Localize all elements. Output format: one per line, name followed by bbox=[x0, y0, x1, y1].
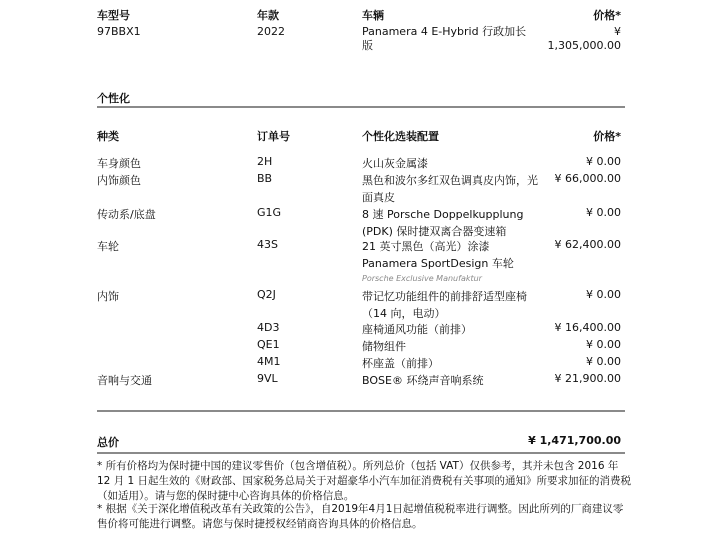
vehicle-currency: ¥ bbox=[614, 25, 621, 38]
total-value: ¥ 1,471,700.00 bbox=[528, 434, 621, 447]
row-category: 车轮 bbox=[97, 240, 119, 253]
row-price: ¥ 66,000.00 bbox=[554, 172, 621, 185]
footnote: * 根据《关于深化增值税改革有关政策的公告》，自2019年4月1日起增值税税率进行调整。因此所列的厂商建议零售价将可能进行调整。请您与保时捷授权经销商咨询具体的价格信息。 bbox=[97, 503, 624, 530]
row-category: 内饰颜色 bbox=[97, 174, 141, 187]
header-config: 个性化选装配置 bbox=[362, 130, 439, 143]
row-code: G1G bbox=[257, 206, 282, 219]
row-category: 车身颜色 bbox=[97, 157, 141, 170]
total-underline bbox=[97, 452, 625, 454]
row-code: 4M1 bbox=[257, 355, 281, 368]
total-label: 总价 bbox=[97, 436, 119, 449]
row-price: ¥ 0.00 bbox=[586, 206, 621, 219]
row-price: ¥ 0.00 bbox=[586, 355, 621, 368]
header-vehicle: 车辆 bbox=[362, 9, 384, 22]
vehicle-price: 1,305,000.00 bbox=[547, 39, 621, 52]
row-price: ¥ 62,400.00 bbox=[554, 238, 621, 251]
model-no: 97BBX1 bbox=[97, 25, 141, 38]
row-desc: 火山灰金属漆 bbox=[362, 157, 428, 170]
section-divider bbox=[97, 106, 625, 108]
header-model-no: 车型号 bbox=[97, 9, 130, 22]
header-category: 种类 bbox=[97, 130, 119, 143]
row-code: 2H bbox=[257, 155, 273, 168]
row-desc: 储物组件 bbox=[362, 340, 406, 353]
row-desc: 杯座盖（前排） bbox=[362, 357, 439, 370]
row-code: 43S bbox=[257, 238, 278, 251]
row-price: ¥ 16,400.00 bbox=[554, 321, 621, 334]
row-desc: 8 速 Porsche Doppelkupplung (PDK) 保时捷双离合器变速箱 bbox=[362, 208, 524, 238]
footnote: * 所有价格均为保时捷中国的建议零售价（包含增值税）。所列总价（包括 VAT）仅供参考，其并未包含 2016 年 12 月 1 日起生效的《财政部、国家税务总局关于对超豪华小汽车加征消费税有关事项的通知》所要求加征的消费税（如适用）。请与您的保时捷中心咨询具体的价格信息。 bbox=[97, 460, 632, 502]
row-desc: 座椅通风功能（前排） bbox=[362, 323, 472, 336]
header-year: 年款 bbox=[257, 9, 279, 22]
row-desc: 带记忆功能组件的前排舒适型座椅（14 向，电动） bbox=[362, 290, 527, 320]
row-code: 9VL bbox=[257, 372, 278, 385]
vehicle-name: Panamera 4 E-Hybrid 行政加长版 bbox=[362, 25, 527, 52]
row-price: ¥ 0.00 bbox=[586, 338, 621, 351]
row-price: ¥ 0.00 bbox=[586, 288, 621, 301]
row-category: 传动系/底盘 bbox=[97, 208, 156, 221]
row-desc: 黑色和波尔多红双色调真皮内饰，光面真皮 bbox=[362, 174, 538, 204]
row-category: 音响与交通 bbox=[97, 374, 152, 387]
header-price: 价格* bbox=[593, 9, 621, 22]
row-code: QE1 bbox=[257, 338, 280, 351]
row-desc: 21 英寸黑色（高光）涂漆 Panamera SportDesign 车轮 bbox=[362, 240, 514, 270]
row-desc-sub: Porsche Exclusive Manufaktur bbox=[362, 274, 482, 283]
row-price: ¥ 21,900.00 bbox=[554, 372, 621, 385]
header-option-price: 价格* bbox=[593, 130, 621, 143]
row-category: 内饰 bbox=[97, 290, 119, 303]
section-title: 个性化 bbox=[97, 92, 130, 105]
row-code: Q2J bbox=[257, 288, 276, 301]
model-year: 2022 bbox=[257, 25, 285, 38]
header-order-no: 订单号 bbox=[257, 130, 290, 143]
row-code: BB bbox=[257, 172, 273, 185]
total-divider bbox=[97, 410, 625, 412]
row-price: ¥ 0.00 bbox=[586, 155, 621, 168]
row-desc: BOSE® 环绕声音响系统 bbox=[362, 374, 484, 387]
row-code: 4D3 bbox=[257, 321, 280, 334]
